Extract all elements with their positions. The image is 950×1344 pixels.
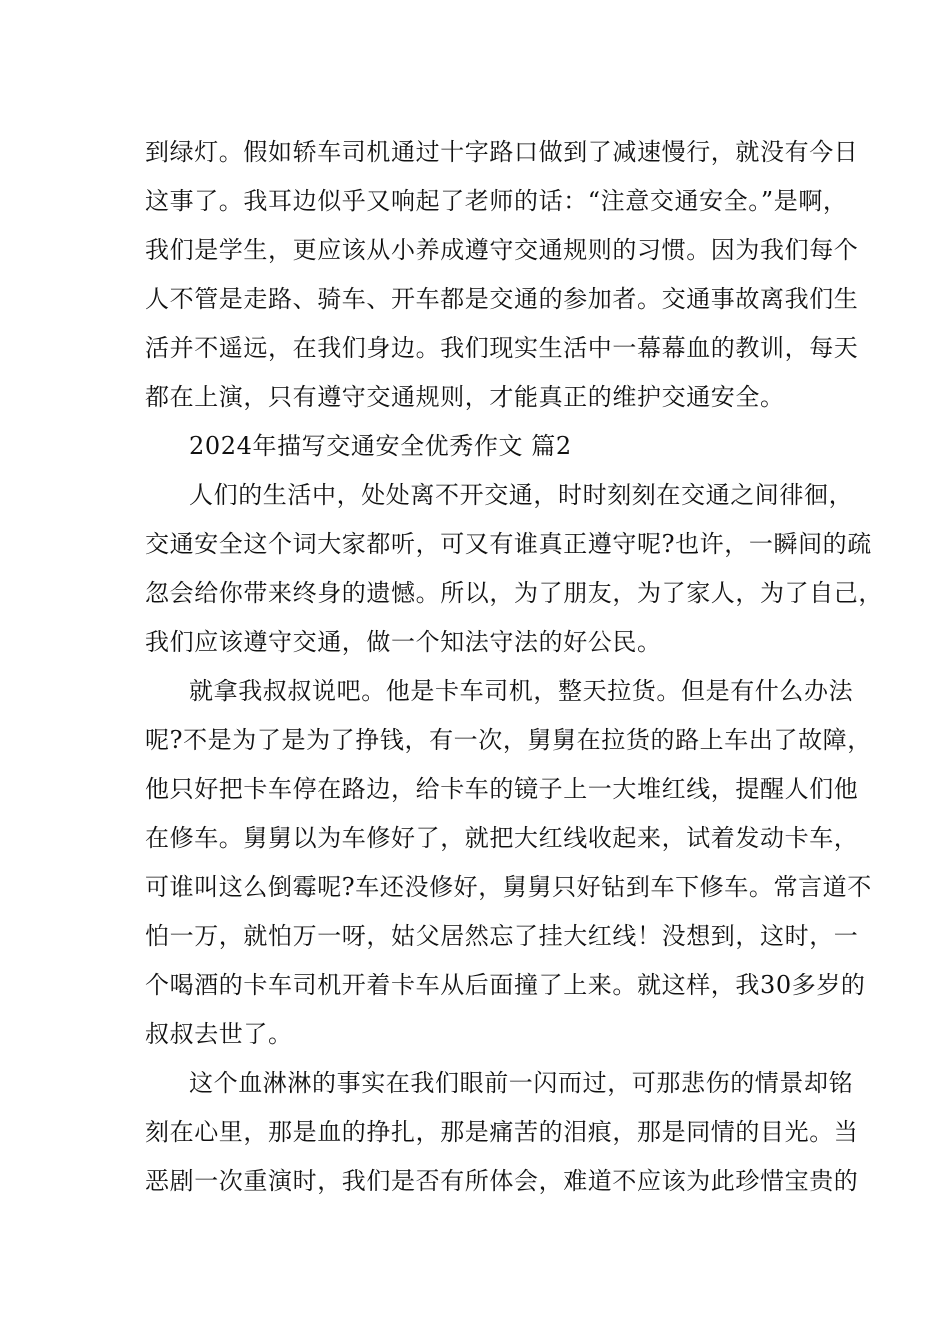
text-line: 我们是学生，更应该从小养成遵守交通规则的习惯。因为我们每个: [145, 236, 859, 264]
text-line: 刻在心里，那是血的挣扎，那是痛苦的泪痕，那是同情的目光。当: [145, 1118, 859, 1146]
text-line: 这事了。我耳边似乎又响起了老师的话：“注意交通安全。”是啊，: [145, 187, 848, 215]
text-line: 他只好把卡车停在路边，给卡车的镜子上一大堆红线，提醒人们他: [145, 775, 859, 803]
text-line: 恶剧一次重演时，我们是否有所体会，难道不应该为此珍惜宝贵的: [145, 1167, 859, 1195]
text-line: 交通安全这个词大家都听，可又有谁真正遵守呢?也许，一瞬间的疏: [145, 530, 872, 558]
text-line: 个喝酒的卡车司机开着卡车从后面撞了上来。就这样，我30多岁的: [145, 971, 866, 999]
paragraph-2: [145, 667, 872, 1059]
text-line: 呢?不是为了是为了挣钱，有一次，舅舅在拉货的路上车出了故障，: [145, 726, 872, 754]
text-line: 到绿灯。假如轿车司机通过十字路口做到了减速慢行，就没有今日: [145, 138, 859, 166]
paragraph-1: [145, 471, 883, 667]
text-line: 可谁叫这么倒霉呢?车还没修好，舅舅只好钻到车下修车。常言道不: [145, 873, 872, 901]
text-line: 忽会给你带来终身的遗憾。所以，为了朋友，为了家人，为了自己，: [145, 579, 883, 607]
text-line: 这个血淋淋的事实在我们眼前一闪而过，可那悲伤的情景却铭: [189, 1069, 854, 1097]
text-line: 我们应该遵守交通，做一个知法守法的好公民。: [145, 628, 662, 656]
text-line: 叔叔去世了。: [145, 1020, 293, 1048]
section-heading: 2024年描写交通安全优秀作文 篇2: [189, 432, 572, 460]
paragraph-3: [145, 1059, 859, 1206]
text-line: 就拿我叔叔说吧。他是卡车司机，整天拉货。但是有什么办法: [189, 677, 854, 705]
text-line: 活并不遥远，在我们身边。我们现实生活中一幕幕血的教训，每天: [145, 334, 859, 362]
text-line: 人不管是走路、骑车、开车都是交通的参加者。交通事故离我们生: [145, 285, 859, 313]
text-line: 怕一万，就怕万一呀，姑父居然忘了挂大红线！没想到，这时，一: [145, 922, 859, 950]
document-body: [145, 128, 883, 1206]
section1-tail-paragraph: [145, 128, 859, 422]
text-line: 人们的生活中，处处离不开交通，时时刻刻在交通之间徘徊，: [189, 481, 854, 509]
text-line: 都在上演，只有遵守交通规则，才能真正的维护交通安全。: [145, 383, 785, 411]
text-line: 在修车。舅舅以为车修好了，就把大红线收起来，试着发动卡车，: [145, 824, 859, 852]
